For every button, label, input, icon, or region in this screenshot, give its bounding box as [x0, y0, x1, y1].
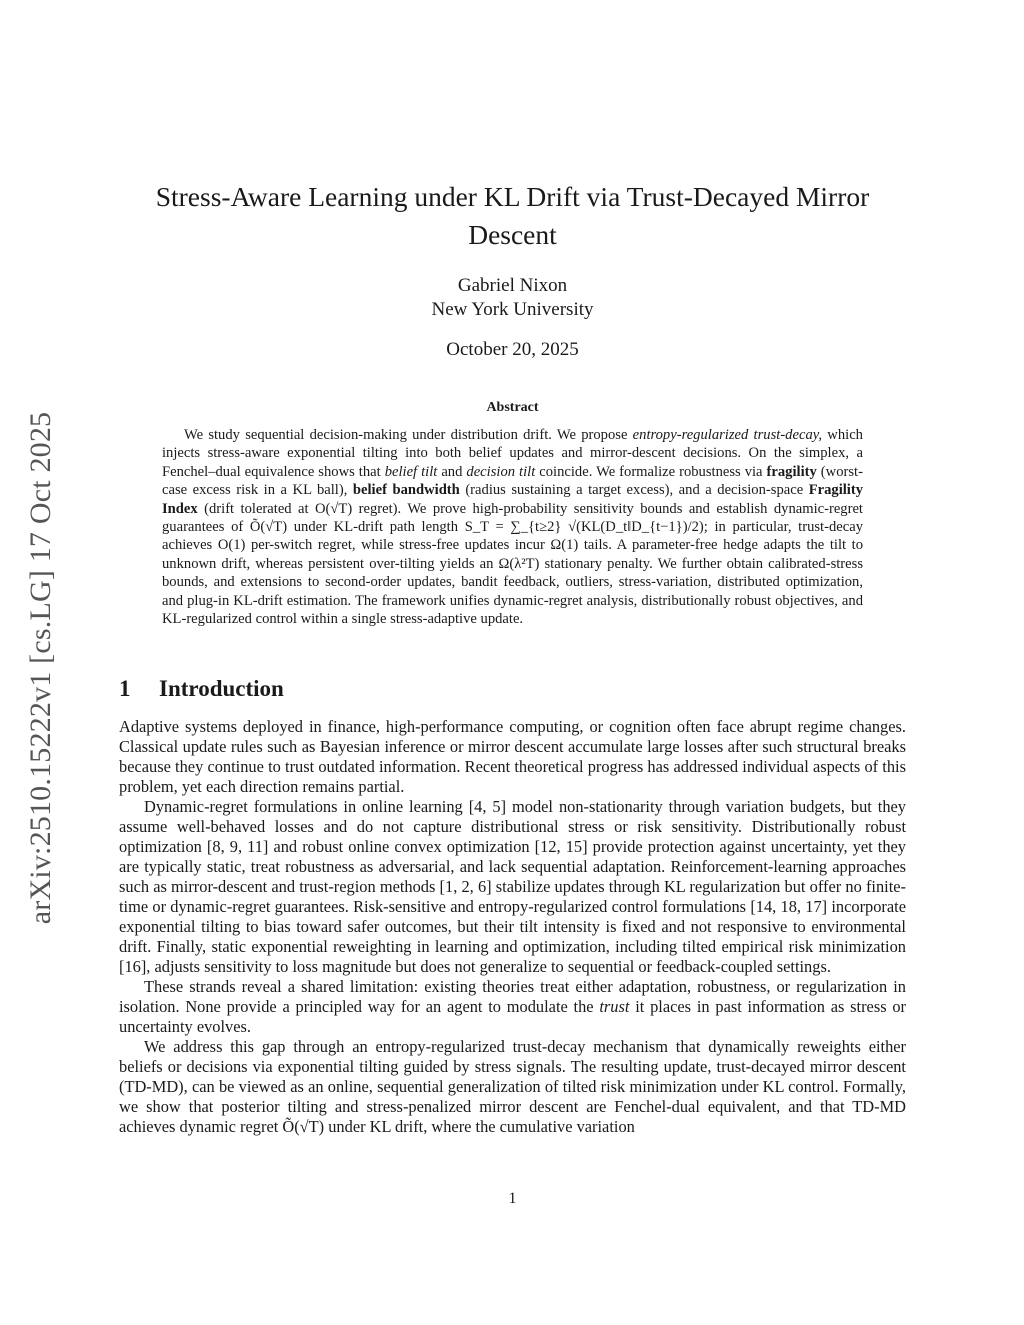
- section-heading-introduction: [119, 676, 906, 702]
- abstract-body: We study sequential decision-making under distribution drift. We propose entropy-regularized trust-decay, which injects stress-aware exponential tilting into both belief updates and mirror-descent decisions. On the simplex, a Fenchel–dual equivalence shows that belief tilt and decision tilt coincide. We formalize robustness via fragility (worst-case excess risk in a KL ball), belief bandwidth (radius sustaining a target excess), and a decision-space Fragility Index (drift tolerated at O(√T) regret). We prove high-probability sensitivity bounds and establish dynamic-regret guarantees of Õ(√T) under KL-drift path length S_T = ∑_{t≥2} √(KL(D_t‖D_{t−1})/2); in particular, trust-decay achieves O(1) per-switch regret, while stress-free updates incur Ω(1) tails. A parameter-free hedge adapts the tilt to unknown drift, whereas persistent over-tilting yields an Ω(λ²T) stationary penalty. We further obtain calibrated-stress bounds, and extensions to second-order updates, bandit feedback, outliers, stress-variation, distributed optimization, and plug-in KL-drift estimation. The framework unifies dynamic-regret analysis, distributionally robust objectives, and KL-regularized control within a single stress-adaptive update.: [162, 427, 864, 628]
- section-number: 1: [119, 676, 131, 701]
- arxiv-identifier: arXiv:2510.15222v1 [cs.LG] 17 Oct 2025: [24, 411, 57, 924]
- intro-paragraph-2: Dynamic-regret formulations in online learning [4, 5] model non-stationarity through variation budgets, but they assume well-behaved losses and do not capture distributional stress or risk sensitivity. Distributionally robust optimization [8, 9, 11] and robust online convex optimization [12, 15] provide protection against uncertainty, yet they are typically static, treat robustness as adversarial, and lack sequential adaptation. Reinforcement-learning approaches such as mirror-descent and trust-region methods [1, 2, 6] stabilize updates through KL regularization but offer no finite-time or dynamic-regret guarantees. Risk-sensitive and entropy-regularized control formulations [14, 18, 17] incorporate exponential tilting to bias toward safer outcomes, but their tilt intensity is fixed and not responsive to environmental drift. Finally, static exponential reweighting in learning and optimization, including tilted empirical risk minimization [16], adjusts sensitivity to loss magnitude but does not generalize to sequential or feedback-coupled settings.: [119, 797, 906, 976]
- intro-paragraph-3: These strands reveal a shared limitation: existing theories treat either adaptation, robustness, or regularization in isolation. None provide a principled way for an agent to modulate the trust it places in past information as stress or uncertainty evolves.: [119, 977, 907, 1036]
- paper-title: Stress-Aware Learning under KL Drift via Trust-Decayed Mirror Descent: [155, 181, 870, 250]
- page-number: 1: [508, 1190, 517, 1207]
- author-affiliation: New York University: [431, 299, 594, 320]
- paper-date: October 20, 2025: [446, 339, 579, 360]
- arxiv-sidebar-stamp: [8, 375, 74, 960]
- intro-paragraph-4: We address this gap through an entropy-regularized trust-decay mechanism that dynamically reweights either beliefs or decisions via exponential tilting guided by stress signals. The resulting update, trust-decayed mirror descent (TD-MD), can be viewed as an online, sequential generalization of tilted risk minimization under KL control. Formally, we show that posterior tilting and stress-penalized mirror descent are Fenchel-dual equivalent, and that TD-MD achieves dynamic regret Õ(√T) under KL drift, where the cumulative variation: [119, 1037, 906, 1136]
- section-title: Introduction: [159, 676, 284, 701]
- author-name: Gabriel Nixon: [457, 275, 568, 296]
- abstract-heading: Abstract: [486, 400, 539, 415]
- intro-paragraph-1: Adaptive systems deployed in finance, high-performance computing, or cognition often face abrupt regime changes. Classical update rules such as Bayesian inference or mirror descent accumulate large losses after such structural breaks because they continue to trust outdated information. Recent theoretical progress has addressed individual aspects of this problem, yet each direction remains partial.: [119, 717, 906, 796]
- introduction-body: [119, 717, 906, 1137]
